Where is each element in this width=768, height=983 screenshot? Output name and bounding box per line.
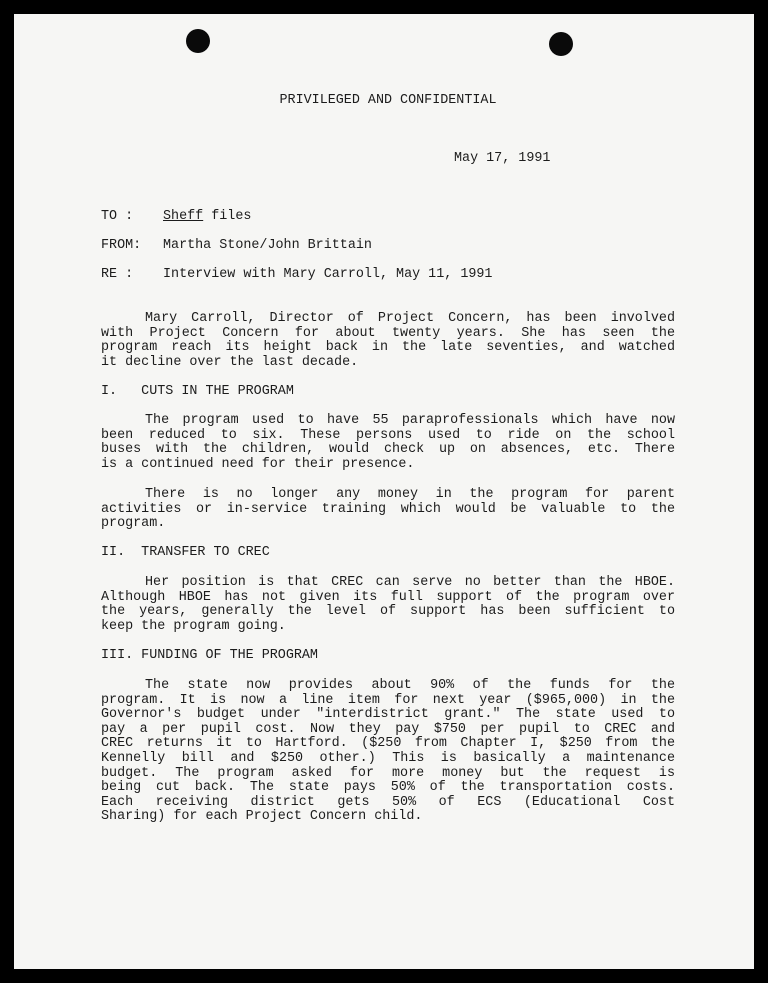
re-value: Interview with Mary Carroll, May 11, 1991	[163, 267, 493, 282]
section-2-paragraph-1	[101, 576, 675, 634]
intro-paragraph	[101, 312, 675, 370]
to-label: TO :	[101, 209, 134, 224]
section-1-paragraph-1	[101, 414, 675, 472]
text-line: Although HBOE has not given its full support of the program over	[101, 589, 675, 605]
text-line: being cut back. The state pays 50% of the transportation costs.	[101, 780, 675, 796]
text-line: activities or in-service training which would be valuable to the	[101, 501, 675, 517]
classification-heading: PRIVILEGED AND CONFIDENTIAL	[279, 93, 497, 108]
document-page	[14, 14, 754, 969]
section-heading: III. FUNDING OF THE PROGRAM	[101, 648, 318, 663]
section-heading: II. TRANSFER TO CREC	[101, 545, 270, 560]
text-line: pay a per pupil cost. Now they pay $750 per pupil to CREC and	[101, 721, 675, 737]
text-line: the years, generally the level of support has been sufficient to	[101, 604, 675, 620]
from-label: FROM:	[101, 238, 142, 253]
text-line: program reach its height back in the late seventies, and watched	[101, 340, 675, 356]
text-line: Sharing) for each Project Concern child.	[101, 809, 423, 825]
text-line: The program used to have 55 paraprofessionals which have now	[145, 413, 675, 428]
text-line: keep the program going.	[101, 618, 286, 634]
text-line: Mary Carroll, Director of Project Concern, has been involved	[145, 311, 675, 326]
memo-re-line	[101, 268, 675, 283]
text-line: is a continued need for their presence.	[101, 456, 415, 472]
to-underlined: Sheff	[163, 209, 204, 224]
text-line: There is no longer any money in the program for parent	[145, 487, 675, 502]
text-line: CREC returns it to Hartford. ($250 from Chapter I, $250 from the	[101, 736, 675, 752]
section-1-paragraph-2	[101, 488, 675, 532]
text-line: it decline over the last decade.	[101, 354, 359, 370]
punch-hole-right	[549, 32, 573, 56]
text-line: Her position is that CREC can serve no better than the HBOE.	[145, 575, 675, 590]
text-line: program. It is now a line item for next year ($965,000) in the	[101, 692, 675, 708]
text-line: program.	[101, 516, 166, 532]
text-line: budget. The program asked for more money but the request is	[101, 765, 675, 781]
text-line: buses with the children, would check up on absences, etc. There	[101, 442, 675, 458]
punch-hole-left	[186, 29, 210, 53]
text-line: Governor's budget under "interdistrict grant." The state used to	[101, 707, 675, 723]
memo-date: May 17, 1991	[454, 151, 551, 166]
re-label: RE :	[101, 267, 134, 282]
text-line: Kennelly bill and $250 other.) This is basically a maintenance	[101, 750, 675, 766]
text-line: been reduced to six. These persons used to ride on the school	[101, 427, 675, 443]
text-line: with Project Concern for about twenty years. She has seen the	[101, 325, 675, 341]
section-3-paragraph-1	[101, 679, 675, 825]
memo-from-line	[101, 239, 675, 254]
section-heading: I. CUTS IN THE PROGRAM	[101, 384, 294, 399]
text-line: Each receiving district gets 50% of ECS (Educational Cost	[101, 794, 675, 810]
from-value: Martha Stone/John Brittain	[163, 238, 372, 253]
text-line: The state now provides about 90% of the funds for the	[145, 678, 675, 693]
to-rest: files	[203, 209, 252, 224]
memo-to-line	[101, 210, 675, 225]
